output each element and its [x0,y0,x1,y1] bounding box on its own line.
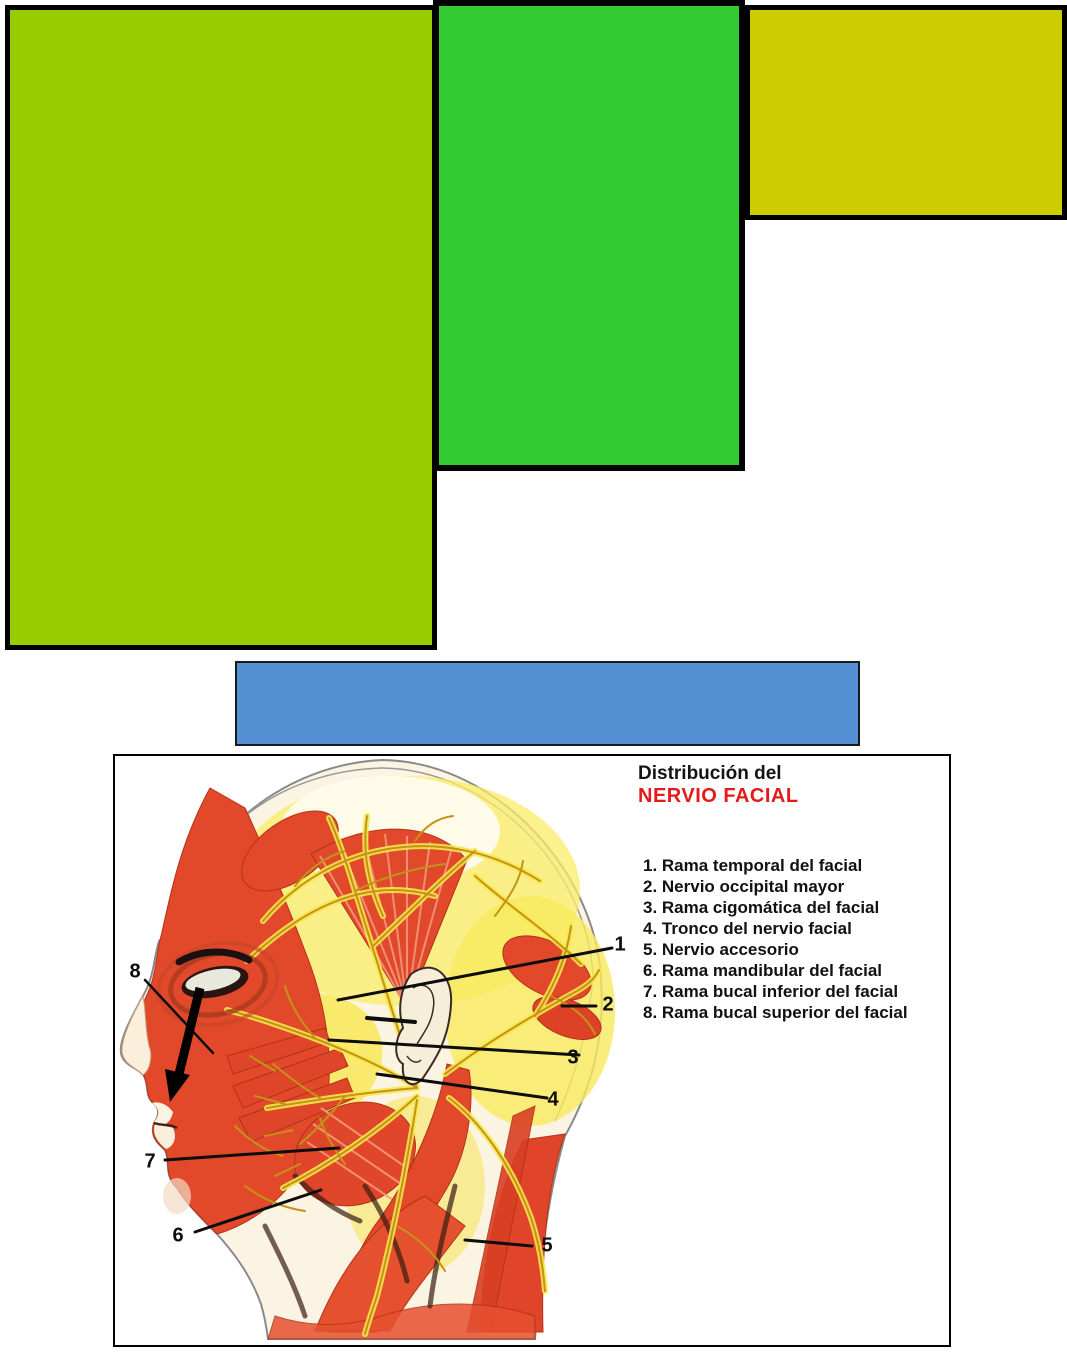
color-block-middle [433,0,745,471]
callout-label-7: 7 [144,1150,156,1173]
callout-label-1: 1 [614,933,626,956]
color-block-blue [235,661,860,746]
callout-label-8: 8 [129,960,141,983]
figure-title [638,762,799,808]
legend-list [643,855,908,1023]
callout-label-6: 6 [172,1224,184,1247]
head-anatomy-illustration [115,756,949,1345]
legend-item-3: 3. Rama cigomática del facial [643,898,880,917]
color-block-left [5,5,437,650]
callout-label-4: 4 [547,1088,559,1111]
legend-item-6: 6. Rama mandibular del facial [643,961,883,980]
legend-item-1: 1. Rama temporal del facial [643,856,863,875]
legend-item-7: 7. Rama bucal inferior del facial [643,982,899,1001]
callout-label-5: 5 [541,1234,553,1257]
callout-label-2: 2 [602,993,614,1016]
legend-item-4: 4. Tronco del nervio facial [643,919,852,938]
legend-item-2: 2. Nervio occipital mayor [643,877,845,896]
legend-item-8: 8. Rama bucal superior del facial [643,1003,908,1022]
figure-title-line1: Distribución del [638,763,782,784]
color-block-right [745,5,1067,220]
figure-title-line2: NERVIO FACIAL [638,785,799,807]
legend-item-5: 5. Nervio accesorio [643,940,799,959]
facial-nerve-figure-panel [113,754,951,1347]
callout-label-3: 3 [567,1046,579,1069]
